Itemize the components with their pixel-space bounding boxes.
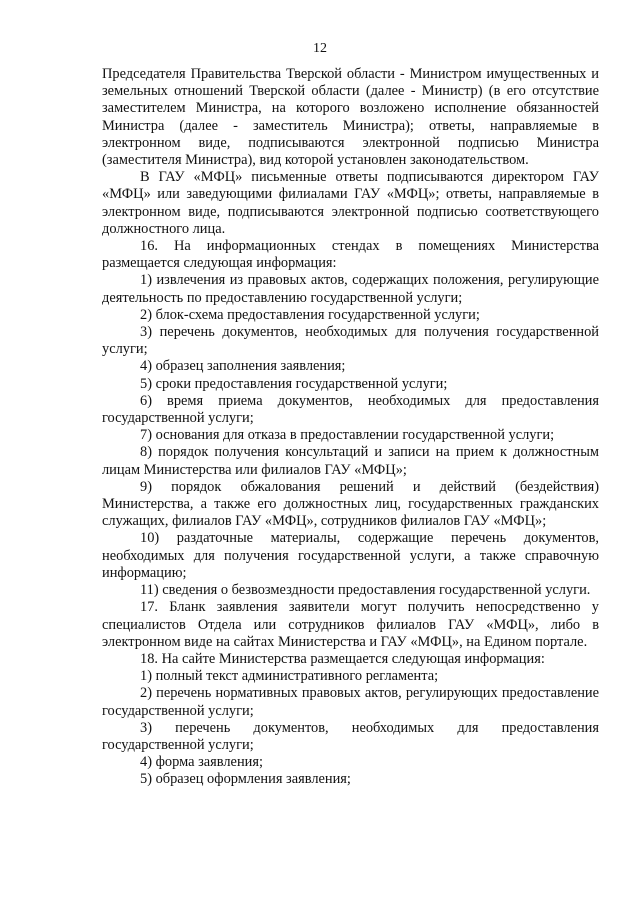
paragraph-continuation: Председателя Правительства Тверской области - Министром имущественных и земельных отношений Тверской области (далее - Министр) (в его отсутствие заместителем Министра, на которого возложено исполнение обязанностей Министра (далее - заместитель Министра); ответы, направляемые в электронном виде, подписываются электронной подписью Министра (заместителя Министра), вид которой установлен законодательством. [102, 66, 599, 169]
list-item: 4) образец заполнения заявления; [140, 358, 346, 375]
paragraph-18-heading: 18. На сайте Министерства размещается следующая информация: [140, 650, 545, 667]
list-item: 1) полный текст административного регламента; [140, 668, 439, 685]
list-item: 8) порядок получения консультаций и записи на прием к должностным лицам Министерства или филиалов ГАУ «МФЦ»; [102, 444, 599, 478]
list-item: 5) сроки предоставления государственной услуги; [140, 375, 448, 392]
paragraph-17: 17. Бланк заявления заявители могут получить непосредственно у специалистов Отдела или сотрудников филиалов ГАУ «МФЦ», либо в электронном виде на сайтах Министерства и ГАУ «МФЦ», на Едином портале. [102, 599, 599, 650]
list-item: 10) раздаточные материалы, содержащие перечень документов, необходимых для получения государственной услуги, а также справочную информацию; [102, 530, 599, 581]
list-item: 11) сведения о безвозмездности предоставления государственной услуги. [140, 582, 591, 599]
list-item: 7) основания для отказа в предоставлении государственной услуги; [140, 427, 555, 444]
list-item: 2) блок-схема предоставления государственной услуги; [140, 306, 480, 323]
list-item: 5) образец оформления заявления; [140, 771, 351, 788]
list-item: 1) извлечения из правовых актов, содержащих положения, регулирующие деятельность по предоставлению государственной услуги; [102, 272, 599, 306]
list-item: 6) время приема документов, необходимых для предоставления государственной услуги; [102, 392, 599, 427]
page-number: 12 [313, 41, 327, 56]
list-item: 2) перечень нормативных правовых актов, регулирующих предоставление государственной услуги; [102, 685, 599, 719]
paragraph-16-heading: 16. На информационных стендах в помещениях Министерства размещается следующая информация: [102, 238, 599, 272]
document-body [102, 66, 599, 789]
list-item: 9) порядок обжалования решений и действий (бездействия) Министерства, а также его должностных лиц, государственных гражданских служащих, филиалов ГАУ «МФЦ», сотрудников филиалов ГАУ «МФЦ»; [102, 478, 599, 530]
list-item: 4) форма заявления; [140, 754, 263, 771]
list-item: 3) перечень документов, необходимых для предоставления государственной услуги; [102, 719, 599, 753]
paragraph-mfc-signing: В ГАУ «МФЦ» письменные ответы подписываются директором ГАУ «МФЦ» или заведующими филиалами ГАУ «МФЦ»; ответы, направляемые в электронном виде, подписываются электронной подписью соответствующего должностного лица. [102, 169, 599, 237]
list-item: 3) перечень документов, необходимых для получения государственной услуги; [102, 324, 599, 358]
